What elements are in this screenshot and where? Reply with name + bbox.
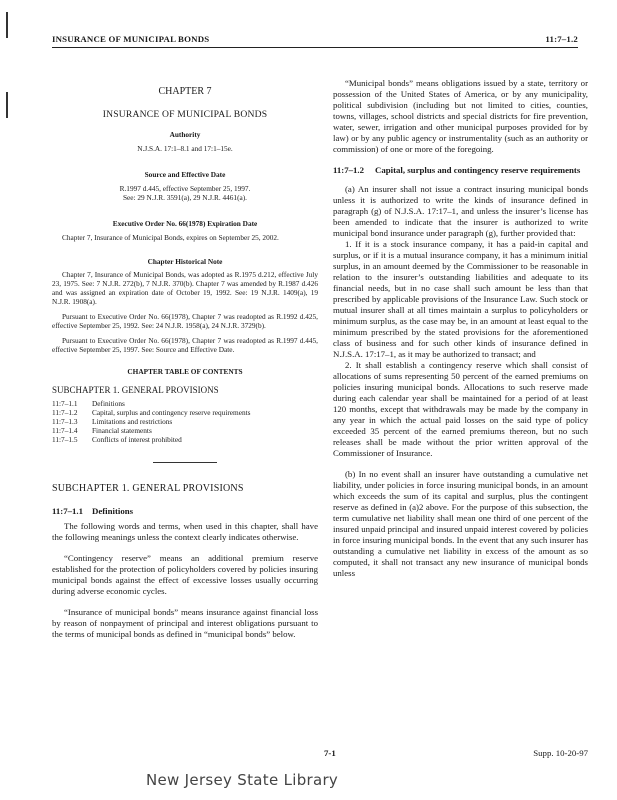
supplement-date: Supp. 10-20-97: [533, 748, 588, 758]
toc-num: 11:7–1.5: [52, 435, 78, 444]
toc-row: [52, 408, 250, 417]
left-column: [52, 78, 318, 640]
section-title: Capital, surplus and contingency reserve requirements: [375, 165, 581, 175]
paragraph-a: (a) An insurer shall not issue a contract insuring municipal bonds unless it is authorized to write the kinds of insurance defined in paragraph (g) of N.J.S.A. 17:17–1, and unless the insurer’s license has been amended to indicate that the insurer is authorized to write municipal bond insurance under paragraph (g), further provided that:: [333, 184, 588, 238]
history-paragraph: Pursuant to Executive Order No. 66(1978), Chapter 7 was readopted as R.1997 d.445, effective September 25, 1997. See: Source and Effective Date.: [52, 336, 318, 354]
page-number: 7-1: [324, 748, 336, 758]
toc-table: [52, 399, 250, 444]
section-number: 11:7–1.1: [52, 506, 84, 516]
toc-row: [52, 417, 250, 426]
toc-num: 11:7–1.3: [52, 417, 78, 426]
toc-num: 11:7–1.4: [52, 426, 78, 435]
history-paragraph: Pursuant to Executive Order No. 66(1978), Chapter 7 was readopted as R.1992 d.425, effective September 25, 1992. See: 24 N.J.R. 1958(a), 24 N.J.R. 3729(b).: [52, 312, 318, 330]
section-heading: [333, 165, 588, 176]
section-number: 11:7–1.2: [333, 165, 365, 175]
authority-text: N.J.S.A. 17:1–8.1 and 17:1–15e.: [137, 144, 233, 153]
chapter-title: INSURANCE OF MUNICIPAL BONDS: [102, 109, 268, 120]
running-header: [52, 31, 578, 48]
history-paragraph: Chapter 7, Insurance of Municipal Bonds, was adopted as R.1975 d.212, effective July 23, 1975. See: 7 N.J.R. 272(b), 7 N.J.R. 370(b). Chapter 7 was amended by R.1987 d.426 and was assigned an expiration date of October 19, 1992. See: 19 N.J.R. 1409(a), 19 N.J.R. 1908(a).: [52, 270, 318, 306]
toc-title: Limitations and restrictions: [92, 417, 173, 426]
header-title: INSURANCE OF MUNICIPAL BONDS: [52, 34, 210, 44]
toc-num: 11:7–1.1: [52, 399, 78, 408]
toc-heading: CHAPTER TABLE OF CONTENTS: [127, 367, 243, 376]
authority-heading: Authority: [169, 130, 201, 139]
toc-subchapter: SUBCHAPTER 1. GENERAL PROVISIONS: [52, 385, 219, 395]
divider: [153, 462, 217, 463]
definition-insurance-municipal-bonds: “Insurance of municipal bonds” means insurance against financial loss by reason of nonpayment of principal and interest obligations pursuant to the terms of municipal bonds as defined in “municipal bonds” below.: [52, 607, 318, 639]
history-heading: Chapter Historical Note: [147, 257, 223, 266]
item-1: 1. If it is a stock insurance company, it has a paid-in capital and surplus, or if it is a mutual insurance company, it has a minimum initial surplus, in an amount deemed by the Commissioner to be reasonable in relation to the insurer’s outstanding liabilities and adequate to its financial needs, but in no case shall such amount be less than that prescribed by applicable provisions of the Insurance Law. Such stock or mutual insurer shall at all times maintain a surplus to policyholders or minimum surplus, as the case may be, in an amount at least equal to the minimum prescribed by the stated provisions for the aforementioned class of business and for such other kinds of insurance defined in N.J.S.A. 17:17–1, as it may be authorized to transact; and: [333, 239, 588, 359]
toc-row: [52, 399, 250, 408]
toc-num: 11:7–1.2: [52, 408, 78, 417]
toc-row: [52, 435, 250, 444]
toc-title: Financial statements: [92, 426, 152, 435]
chapter-number: CHAPTER 7: [158, 86, 212, 97]
header-section: 11:7–1.2: [545, 34, 578, 44]
source-heading: Source and Effective Date: [144, 170, 226, 179]
source-line: See: 29 N.J.R. 3591(a), 29 N.J.R. 4461(a).: [122, 193, 248, 202]
toc-title: Definitions: [92, 399, 125, 408]
paragraph-b: (b) In no event shall an insurer have outstanding a cumulative net liability, under policies in force insuring municipal bonds, in an amount which exceeds the sum of its capital and surplus, plus the contingent reserve as defined in (a)2 above. For the purpose of this subsection, the term cumulative net liability shall mean one third of one percent of the insured unpaid principal and insured unpaid interest covered by policies in force insuring municipal bonds. In the event that any such insurer has outstanding a cumulative net liability in excess of the amount as so computed, it shall not transact any new insurance of municipal bonds unless: [333, 469, 588, 578]
definition-contingency-reserve: “Contingency reserve” means an additional premium reserve established for the protection of policyholders covered by policies insuring municipal bonds against the effect of excessive losses usually occurring during adverse economic cycles.: [52, 553, 318, 596]
library-stamp: New Jersey State Library: [146, 771, 339, 789]
margin-mark: [6, 12, 8, 38]
margin-mark: [6, 92, 8, 118]
toc-title: Conflicts of interest prohibited: [92, 435, 182, 444]
definition-municipal-bonds: “Municipal bonds” means obligations issued by a state, territory or possession of the United States of America, or by any municipality, political subdivision (including but not limited to cities, counties, towns, villages, school districts and special districts for fire prevention, water, sewer, irrigation and other municipal purposes provided for by law) or by any public agency or instrumentality (such as an authority or commission) of one or more of the foregoing.: [333, 78, 588, 154]
eo-heading: Executive Order No. 66(1978) Expiration Date: [112, 219, 258, 228]
section-heading: [52, 506, 318, 517]
right-column: [333, 78, 588, 579]
toc-row: [52, 426, 250, 435]
toc-title: Capital, surplus and contingency reserve requirements: [92, 408, 251, 417]
eo-text: Chapter 7, Insurance of Municipal Bonds, expires on September 25, 2002.: [62, 233, 279, 242]
history-note: [52, 270, 318, 354]
section-title: Definitions: [92, 506, 134, 516]
item-2: 2. It shall establish a contingency reserve which shall consist of allocations of sums representing 50 percent of the earned premiums on policies insuring municipal bonds. Allocations to such reserve made during each calendar year shall be maintained for a period of at least 120 months, except that withdrawals may be made by the company in any year in which the actual paid losses on the said type of policy exceeded 35 percent of the earned premiums thereon, but no such releases shall be made without the prior written approval of the Commissioner of Insurance.: [333, 360, 588, 458]
definitions-intro: The following words and terms, when used in this chapter, shall have the following meanings unless the context clearly indicates otherwise.: [52, 521, 318, 542]
subchapter-heading: SUBCHAPTER 1. GENERAL PROVISIONS: [52, 483, 244, 494]
source-line: R.1997 d.445, effective September 25, 1997.: [119, 184, 251, 193]
